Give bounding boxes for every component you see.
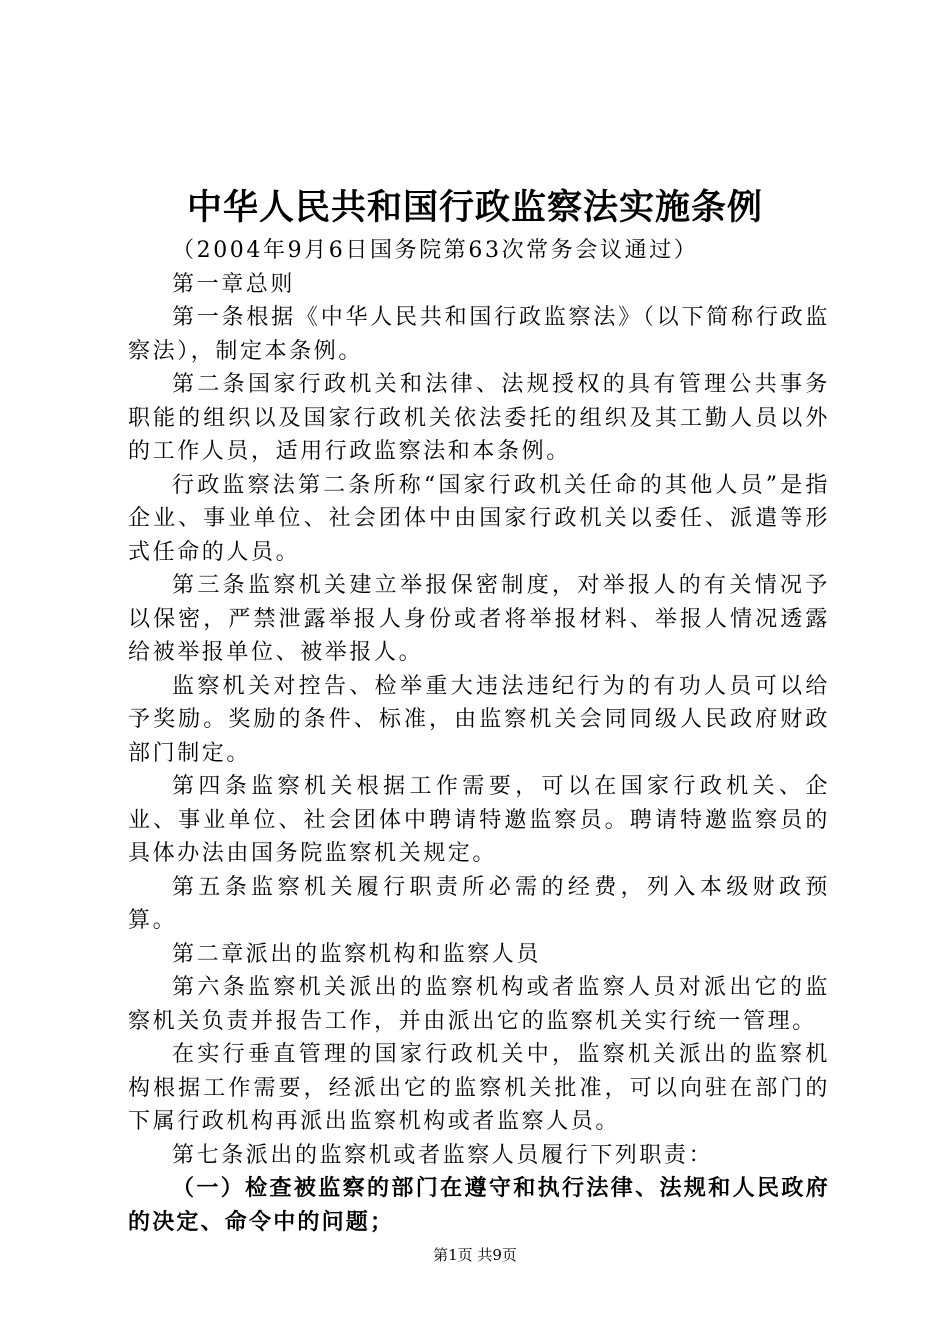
paragraph-adoption-note: （2004年9月6日国务院第63次常务会议通过） — [172, 238, 699, 263]
document-body — [128, 234, 830, 1239]
chapter-heading-1: 第一章总则 — [172, 271, 296, 297]
paragraph: 第七条派出的监察机或者监察人员履行下列职责： — [172, 1142, 714, 1168]
paragraph: 第六条监察机关派出的监察机构或者监察人员对派出它的监察机关负责并报告工作，并由派出它的监察机关实行统一管理。 — [128, 975, 830, 1034]
paragraph: 第一条根据《中华人民共和国行政监察法》（以下简称行政监察法），制定本条例。 — [128, 305, 830, 364]
page-footer: 第1页 共9页 — [433, 1246, 517, 1264]
document-title: 中华人民共和国行政监察法实施条例 — [186, 188, 763, 228]
paragraph: 第五条监察机关履行职责所必需的经费，列入本级财政预算。 — [128, 874, 830, 933]
paragraph: 行政监察法第二条所称“国家行政机关任命的其他人员”是指企业、事业单位、社会团体中由国家行政机关以委任、派遣等形式任命的人员。 — [128, 472, 830, 565]
paragraph: 第三条监察机关建立举报保密制度，对举报人的有关情况予以保密，严禁泄露举报人身份或者将举报材料、举报人情况透露给被举报单位、被举报人。 — [128, 573, 830, 665]
paragraph-list-item: （一）检查被监察的部门在遵守和执行法律、法规和人民政府的决定、命令中的问题； — [128, 1176, 830, 1235]
chapter-heading-2: 第二章派出的监察机构和监察人员 — [172, 941, 542, 967]
paragraph: 在实行垂直管理的国家行政机关中，监察机关派出的监察机构根据工作需要，经派出它的监察机关批准，可以向驻在部门的下属行政机构再派出监察机构或者监察人员。 — [128, 1042, 830, 1134]
paragraph: 第二条国家行政机关和法律、法规授权的具有管理公共事务职能的组织以及国家行政机关依法委托的组织及其工勤人员以外的工作人员，适用行政监察法和本条例。 — [128, 372, 830, 464]
paragraph: 第四条监察机关根据工作需要，可以在国家行政机关、企业、事业单位、社会团体中聘请特邀监察员。聘请特邀监察员的具体办法由国务院监察机关规定。 — [128, 774, 830, 866]
paragraph: 监察机关对控告、检举重大违法违纪行为的有功人员可以给予奖励。奖励的条件、标准，由监察机关会同同级人民政府财政部门制定。 — [128, 673, 830, 766]
